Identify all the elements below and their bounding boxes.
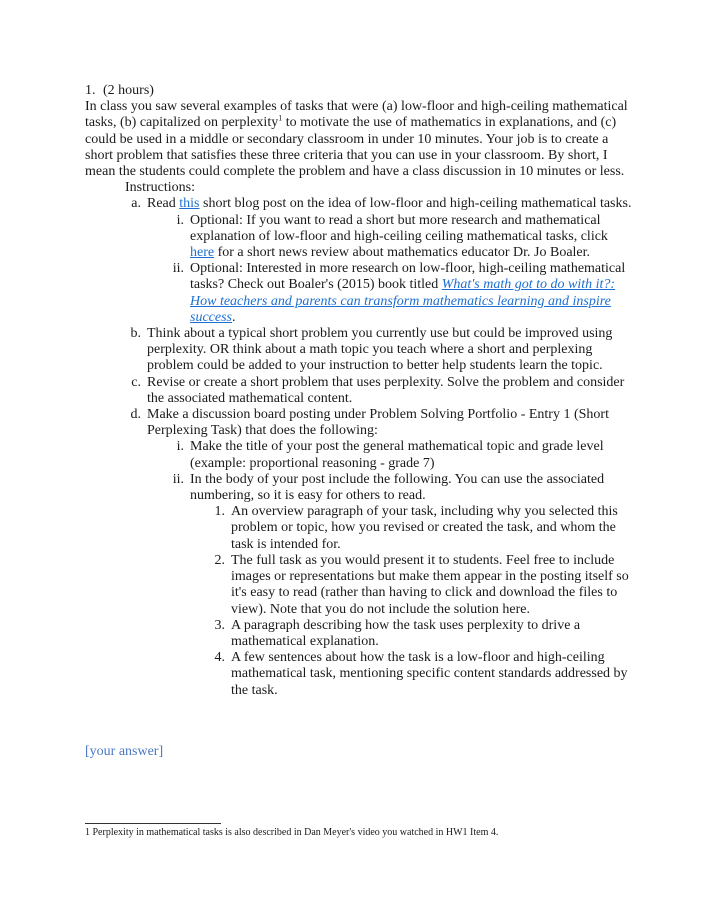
blog-post-link[interactable]: this bbox=[179, 196, 200, 212]
list-item-d bbox=[130, 407, 633, 699]
footnote-ref[interactable]: 1 bbox=[278, 113, 283, 123]
list-marker: i. bbox=[176, 439, 184, 455]
list-item-d-i bbox=[176, 439, 633, 471]
list-item-a bbox=[131, 196, 633, 326]
requirement-text: A few sentences about how the task is a low-floor and high-ceiling mathematical task, mentioning specific content standards addressed by the task. bbox=[231, 650, 628, 698]
list-item-a-i bbox=[176, 212, 633, 262]
list-item bbox=[214, 552, 633, 618]
list-item-b bbox=[130, 326, 633, 375]
item-c-text: Revise or create a short problem that uses perplexity. Solve the problem and consider the associated mathematical content. bbox=[147, 374, 625, 406]
requirement-text: A paragraph describing how the task uses perplexity to drive a mathematical explanation. bbox=[231, 617, 581, 649]
item-a-text: Read this short blog post on the idea of low-floor and high-ceiling mathematical tasks. bbox=[147, 196, 632, 212]
requirement-text: The full task as you would present it to students. Feel free to include images or representations but make them appear in the posting itself so it's easy to read (rather than having to click and download the files to view). Note that you do not include the solution here. bbox=[231, 552, 629, 617]
list-marker: d. bbox=[130, 407, 141, 423]
intro-text: In class you saw several examples of tasks that were (a) low-floor and high-ceiling mathematical tasks, (b) capitalized on perplexity bbox=[85, 99, 628, 131]
item-a-ii-text: Optional: Interested in more research on low-floor, high-ceiling mathematical tasks? Check out Boaler's (2015) book titled What's math got to do with it?: How teachers and parents can transform mathematics learning and inspire success. bbox=[190, 261, 626, 325]
numbered-requirements bbox=[147, 504, 633, 698]
item-number: 1. bbox=[85, 83, 96, 98]
item-d-i-text: Make the title of your post the general mathematical topic and grade level (example: proportional reasoning - grade 7) bbox=[190, 439, 604, 471]
list-item-a-ii bbox=[172, 261, 633, 326]
answer-placeholder[interactable]: [your answer] bbox=[85, 744, 164, 759]
list-marker: a. bbox=[131, 196, 141, 212]
list-item-d-ii bbox=[172, 471, 633, 504]
news-review-link[interactable]: here bbox=[190, 245, 215, 261]
footnote-separator bbox=[85, 823, 221, 824]
item-d-text: Make a discussion board posting under Problem Solving Portfolio - Entry 1 (Short Perplexing Task) that does the following: bbox=[147, 407, 609, 439]
list-item-c bbox=[131, 374, 633, 407]
list-item bbox=[214, 617, 633, 650]
item-d-sublist bbox=[147, 439, 633, 504]
instructions-list bbox=[125, 196, 633, 698]
list-marker: 3. bbox=[214, 617, 225, 633]
intro-text-cont: to motivate the use of mathematics in explanations, and (c) could be used in a middle or secondary classroom in under 10 minutes. Your job is to create a short problem that satisfies these three criteria that you can use in your classroom. By short, I mean the students could complete the problem and have a class discussion in 10 minutes or less. bbox=[85, 115, 625, 180]
item-a-sublist bbox=[147, 213, 633, 326]
requirement-text: An overview paragraph of your task, including why you selected this problem or topic, how you revised or created the task, and whom the task is intended for. bbox=[231, 504, 618, 552]
item-b-text: Think about a typical short problem you currently use but could be improved using perplexity. OR think about a math topic you teach where a short and perplexing problem could be added to your instruction to better help students learn the topic. bbox=[147, 326, 613, 374]
list-marker: c. bbox=[131, 374, 141, 390]
list-marker: i. bbox=[176, 212, 184, 228]
list-marker: b. bbox=[130, 326, 141, 342]
list-marker: 2. bbox=[214, 552, 225, 568]
item-heading bbox=[85, 83, 633, 99]
item-a-i-text: Optional: If you want to read a short but more research and mathematical explanation of low-floor and high-ceiling ceiling mathematical tasks, click here for a short news review about mathematics educator Dr. Jo Boaler. bbox=[190, 212, 608, 261]
list-item bbox=[214, 504, 633, 553]
document-body bbox=[85, 83, 633, 699]
list-item bbox=[214, 650, 633, 699]
footnote: 1 Perplexity in mathematical tasks is also described in Dan Meyer's video you watched in HW1 Item 4. bbox=[85, 827, 499, 838]
list-marker: 1. bbox=[214, 504, 225, 520]
item-hours: (2 hours) bbox=[103, 83, 154, 98]
book-link[interactable]: What's math got to do with it?: How teachers and parents can transform mathematics learning and inspire success bbox=[190, 277, 616, 325]
list-marker: 4. bbox=[214, 650, 225, 666]
instructions-label: Instructions: bbox=[125, 180, 195, 196]
list-marker: ii. bbox=[172, 471, 184, 487]
list-marker: ii. bbox=[172, 261, 184, 277]
item-d-ii-text: In the body of your post include the following. You can use the associated numbering, so it is easy for others to read. bbox=[190, 471, 605, 504]
intro-paragraph bbox=[85, 99, 633, 180]
